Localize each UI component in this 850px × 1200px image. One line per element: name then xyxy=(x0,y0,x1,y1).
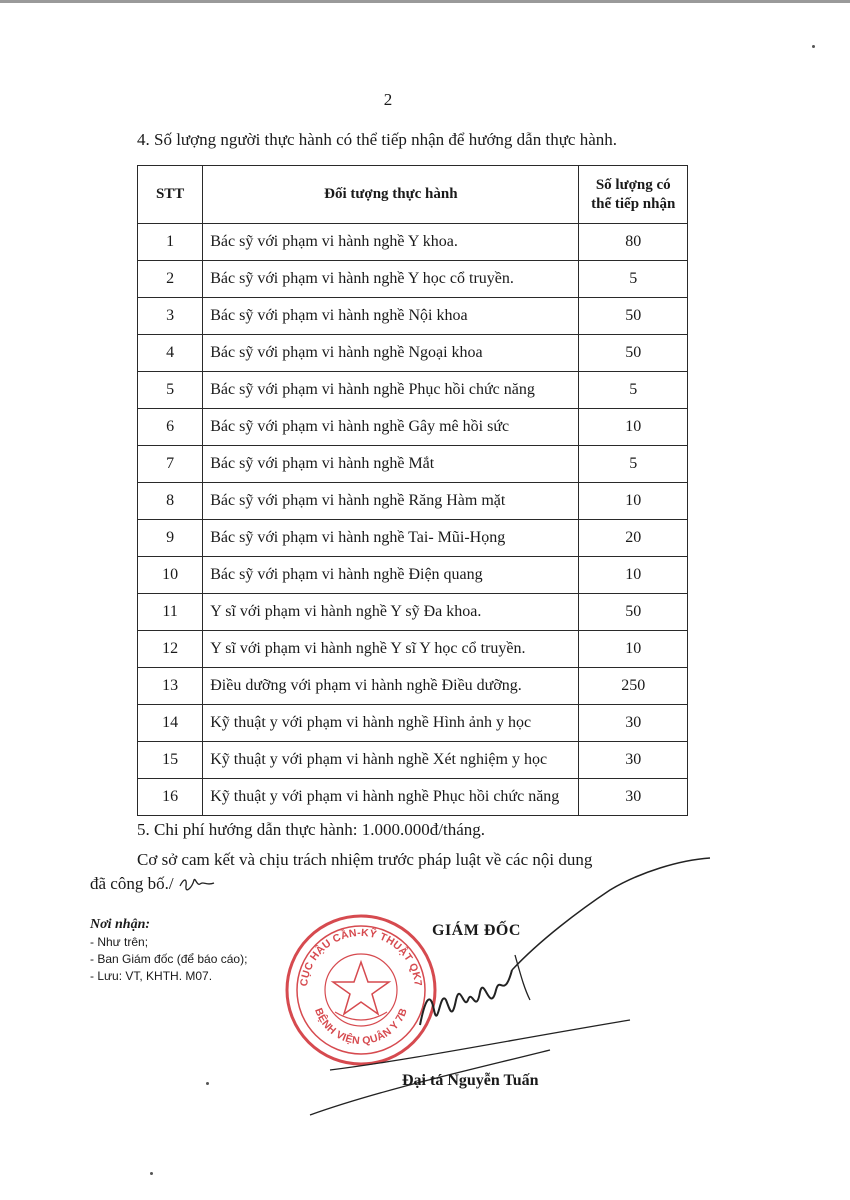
row-subject: Kỹ thuật y với phạm vi hành nghề Hình ảnh y học xyxy=(203,705,579,742)
recipient-item: - Lưu: VT, KHTH. M07. xyxy=(90,969,213,983)
scan-speck xyxy=(150,1172,153,1175)
row-subject: Bác sỹ với phạm vi hành nghề Y khoa. xyxy=(203,224,579,261)
row-stt: 1 xyxy=(138,224,203,261)
seal-top-text: CỤC HẬU CẦN-KỸ THUẬT QK7 xyxy=(298,926,424,988)
row-stt: 2 xyxy=(138,261,203,298)
row-subject: Bác sỹ với phạm vi hành nghề Ngoại khoa xyxy=(203,335,579,372)
row-count: 30 xyxy=(579,742,688,779)
commitment-line-2-text: đã công bố./ xyxy=(90,874,174,893)
row-subject: Điều dưỡng với phạm vi hành nghề Điều dưỡng. xyxy=(203,668,579,705)
row-count: 10 xyxy=(579,631,688,668)
table-row xyxy=(138,261,688,298)
row-stt: 6 xyxy=(138,409,203,446)
table-row xyxy=(138,668,688,705)
row-count: 50 xyxy=(579,335,688,372)
table-row xyxy=(138,298,688,335)
scan-speck xyxy=(206,1082,209,1085)
director-name: Đại tá Nguyễn Tuấn xyxy=(402,1072,539,1089)
table-row xyxy=(138,594,688,631)
row-subject: Bác sỹ với phạm vi hành nghề Tai- Mũi-Họng xyxy=(203,520,579,557)
row-stt: 4 xyxy=(138,335,203,372)
commitment-line-1: Cơ sở cam kết và chịu trách nhiệm trước pháp luật về các nội dung xyxy=(137,850,593,869)
header-count-line1: Số lượng có xyxy=(595,176,671,193)
row-count: 50 xyxy=(579,298,688,335)
row-stt: 8 xyxy=(138,483,203,520)
director-title: GIÁM ĐỐC xyxy=(432,922,521,939)
row-subject: Bác sỹ với phạm vi hành nghề Nội khoa xyxy=(203,298,579,335)
table-row xyxy=(138,335,688,372)
table-row xyxy=(138,224,688,261)
row-stt: 7 xyxy=(138,446,203,483)
row-subject: Bác sỹ với phạm vi hành nghề Điện quang xyxy=(203,557,579,594)
page-number: 2 xyxy=(383,90,393,109)
table-row xyxy=(138,520,688,557)
scan-speck xyxy=(812,45,815,48)
row-stt: 13 xyxy=(138,668,203,705)
recipients-title: Nơi nhận: xyxy=(90,917,151,932)
row-count: 250 xyxy=(579,668,688,705)
practice-capacity-table xyxy=(137,165,688,816)
commitment-line-2 xyxy=(90,874,218,894)
row-subject: Bác sỹ với phạm vi hành nghề Phục hồi chức năng xyxy=(203,372,579,409)
scan-edge-line xyxy=(0,0,850,3)
row-subject: Bác sỹ với phạm vi hành nghề Răng Hàm mặt xyxy=(203,483,579,520)
row-subject: Bác sỹ với phạm vi hành nghề Mắt xyxy=(203,446,579,483)
row-stt: 14 xyxy=(138,705,203,742)
row-subject: Y sĩ với phạm vi hành nghề Y sĩ Y học cổ truyền. xyxy=(203,631,579,668)
row-stt: 11 xyxy=(138,594,203,631)
table-row xyxy=(138,779,688,816)
row-count: 5 xyxy=(579,372,688,409)
table-row xyxy=(138,483,688,520)
row-stt: 15 xyxy=(138,742,203,779)
row-subject: Kỹ thuật y với phạm vi hành nghề Phục hồi chức năng xyxy=(203,779,579,816)
row-subject: Y sĩ với phạm vi hành nghề Y sỹ Đa khoa. xyxy=(203,594,579,631)
section-5-fee: 5. Chi phí hướng dẫn thực hành: 1.000.000đ/tháng. xyxy=(137,820,486,839)
header-count xyxy=(579,166,688,224)
row-stt: 3 xyxy=(138,298,203,335)
row-count: 10 xyxy=(579,557,688,594)
row-stt: 5 xyxy=(138,372,203,409)
table-row xyxy=(138,409,688,446)
table-body xyxy=(138,224,688,816)
table-row xyxy=(138,742,688,779)
row-count: 50 xyxy=(579,594,688,631)
row-count: 30 xyxy=(579,779,688,816)
row-subject: Bác sỹ với phạm vi hành nghề Y học cổ truyền. xyxy=(203,261,579,298)
section-4-heading: 4. Số lượng người thực hành có thể tiếp nhận để hướng dẫn thực hành. xyxy=(137,130,618,149)
table-row xyxy=(138,446,688,483)
row-count: 20 xyxy=(579,520,688,557)
table-row xyxy=(138,372,688,409)
initials-scribble xyxy=(178,874,218,892)
table-row xyxy=(138,631,688,668)
row-stt: 16 xyxy=(138,779,203,816)
row-count: 5 xyxy=(579,261,688,298)
recipient-item: - Như trên; xyxy=(90,935,149,949)
recipients-block xyxy=(90,916,247,985)
row-stt: 10 xyxy=(138,557,203,594)
header-subject: Đối tượng thực hành xyxy=(203,166,579,224)
row-count: 5 xyxy=(579,446,688,483)
seal-bottom-text: BỆNH VIỆN QUÂN Y 7B xyxy=(312,1006,410,1048)
row-subject: Bác sỹ với phạm vi hành nghề Gây mê hồi sức xyxy=(203,409,579,446)
row-count: 80 xyxy=(579,224,688,261)
row-subject: Kỹ thuật y với phạm vi hành nghề Xét nghiệm y học xyxy=(203,742,579,779)
row-count: 30 xyxy=(579,705,688,742)
row-count: 10 xyxy=(579,483,688,520)
row-stt: 12 xyxy=(138,631,203,668)
table-row xyxy=(138,557,688,594)
recipient-item: - Ban Giám đốc (để báo cáo); xyxy=(90,952,248,966)
header-count-line2: thể tiếp nhận xyxy=(591,195,676,212)
table-row xyxy=(138,705,688,742)
row-count: 10 xyxy=(579,409,688,446)
header-stt: STT xyxy=(138,166,203,224)
row-stt: 9 xyxy=(138,520,203,557)
table-header-row xyxy=(138,166,688,224)
